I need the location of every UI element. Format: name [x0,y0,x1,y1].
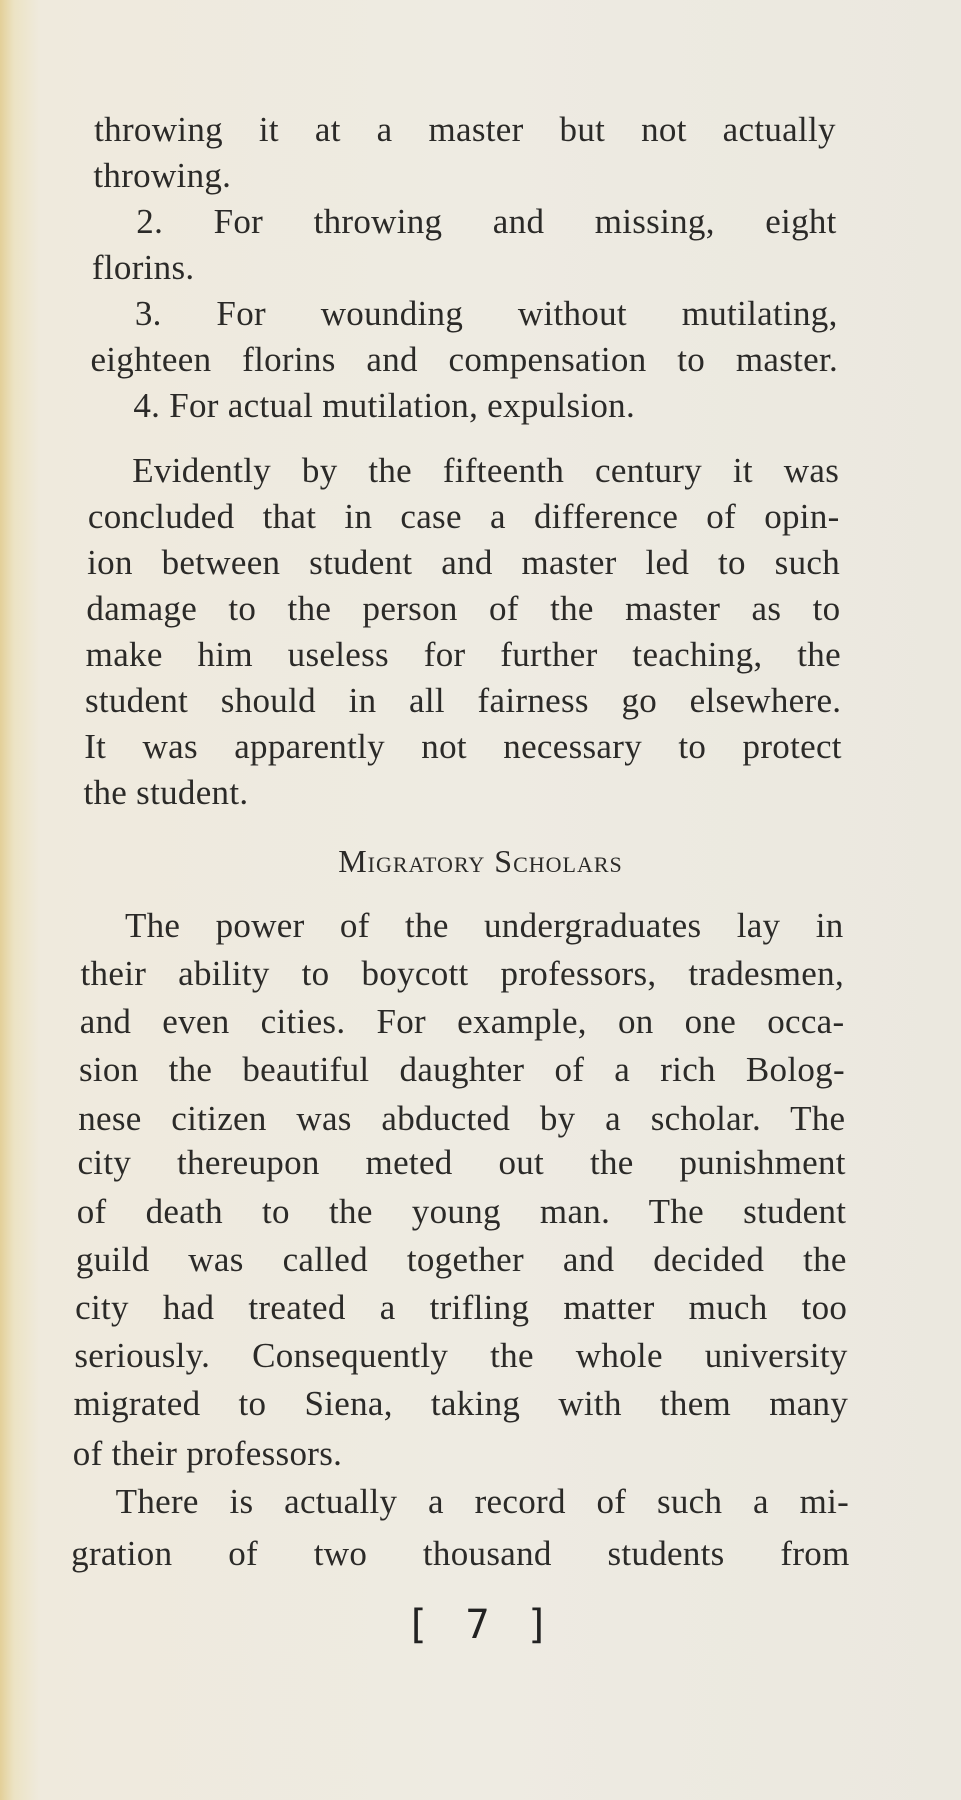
text-line: the student. [83,772,249,812]
text-line: ion between student and master led to such [87,542,841,582]
page-number: [ 7 ] [405,1602,556,1649]
section-heading: Migratory Scholars [338,843,623,880]
text-line: concluded that in case a difference of opin- [87,496,840,536]
text-line: throwing. [93,155,232,195]
text-line: make him useless for further teaching, the [85,634,841,674]
text-line: sion the beautiful daughter of a rich Bolog- [78,1050,845,1090]
text-line: migrated to Siena, taking with them many [73,1384,849,1424]
text-line: guild was called together and decided the [75,1239,847,1279]
text-line: eighteen florins and compensation to master. [90,339,839,379]
text-line: throwing it at a master but not actually [94,110,836,150]
text-line: their ability to boycott professors, tradesmen, [80,953,844,993]
text-line: 3. For wounding without mutilating, [134,293,838,333]
text-line: It was apparently not necessary to protect [84,726,842,766]
text-line: city had treated a trifling matter much too [75,1288,848,1328]
text-line: nese citizen was abducted by a scholar. The [78,1098,846,1138]
text-line: gration of two thousand students from [71,1533,850,1573]
text-line: 4. For actual mutilation, expulsion. [133,385,636,425]
text-line: of death to the young man. The student [76,1191,847,1231]
text-line: city thereupon meted out the punishment [77,1143,846,1183]
text-line: The power of the undergraduates lay in [124,905,844,945]
text-line: student should in all fairness go elsewhere. [84,680,842,720]
text-line: Evidently by the fifteenth century it was [132,451,840,491]
text-line: 2. For throwing and missing, eight [136,201,837,241]
text-line: seriously. Consequently the whole university [74,1336,848,1376]
text-line: There is actually a record of such a mi- [115,1482,850,1522]
text-line: of their professors. [72,1433,343,1473]
text-line: florins. [91,247,195,287]
text-line: and even cities. For example, on one occa- [79,1002,845,1042]
text-line: damage to the person of the master as to [86,588,841,628]
